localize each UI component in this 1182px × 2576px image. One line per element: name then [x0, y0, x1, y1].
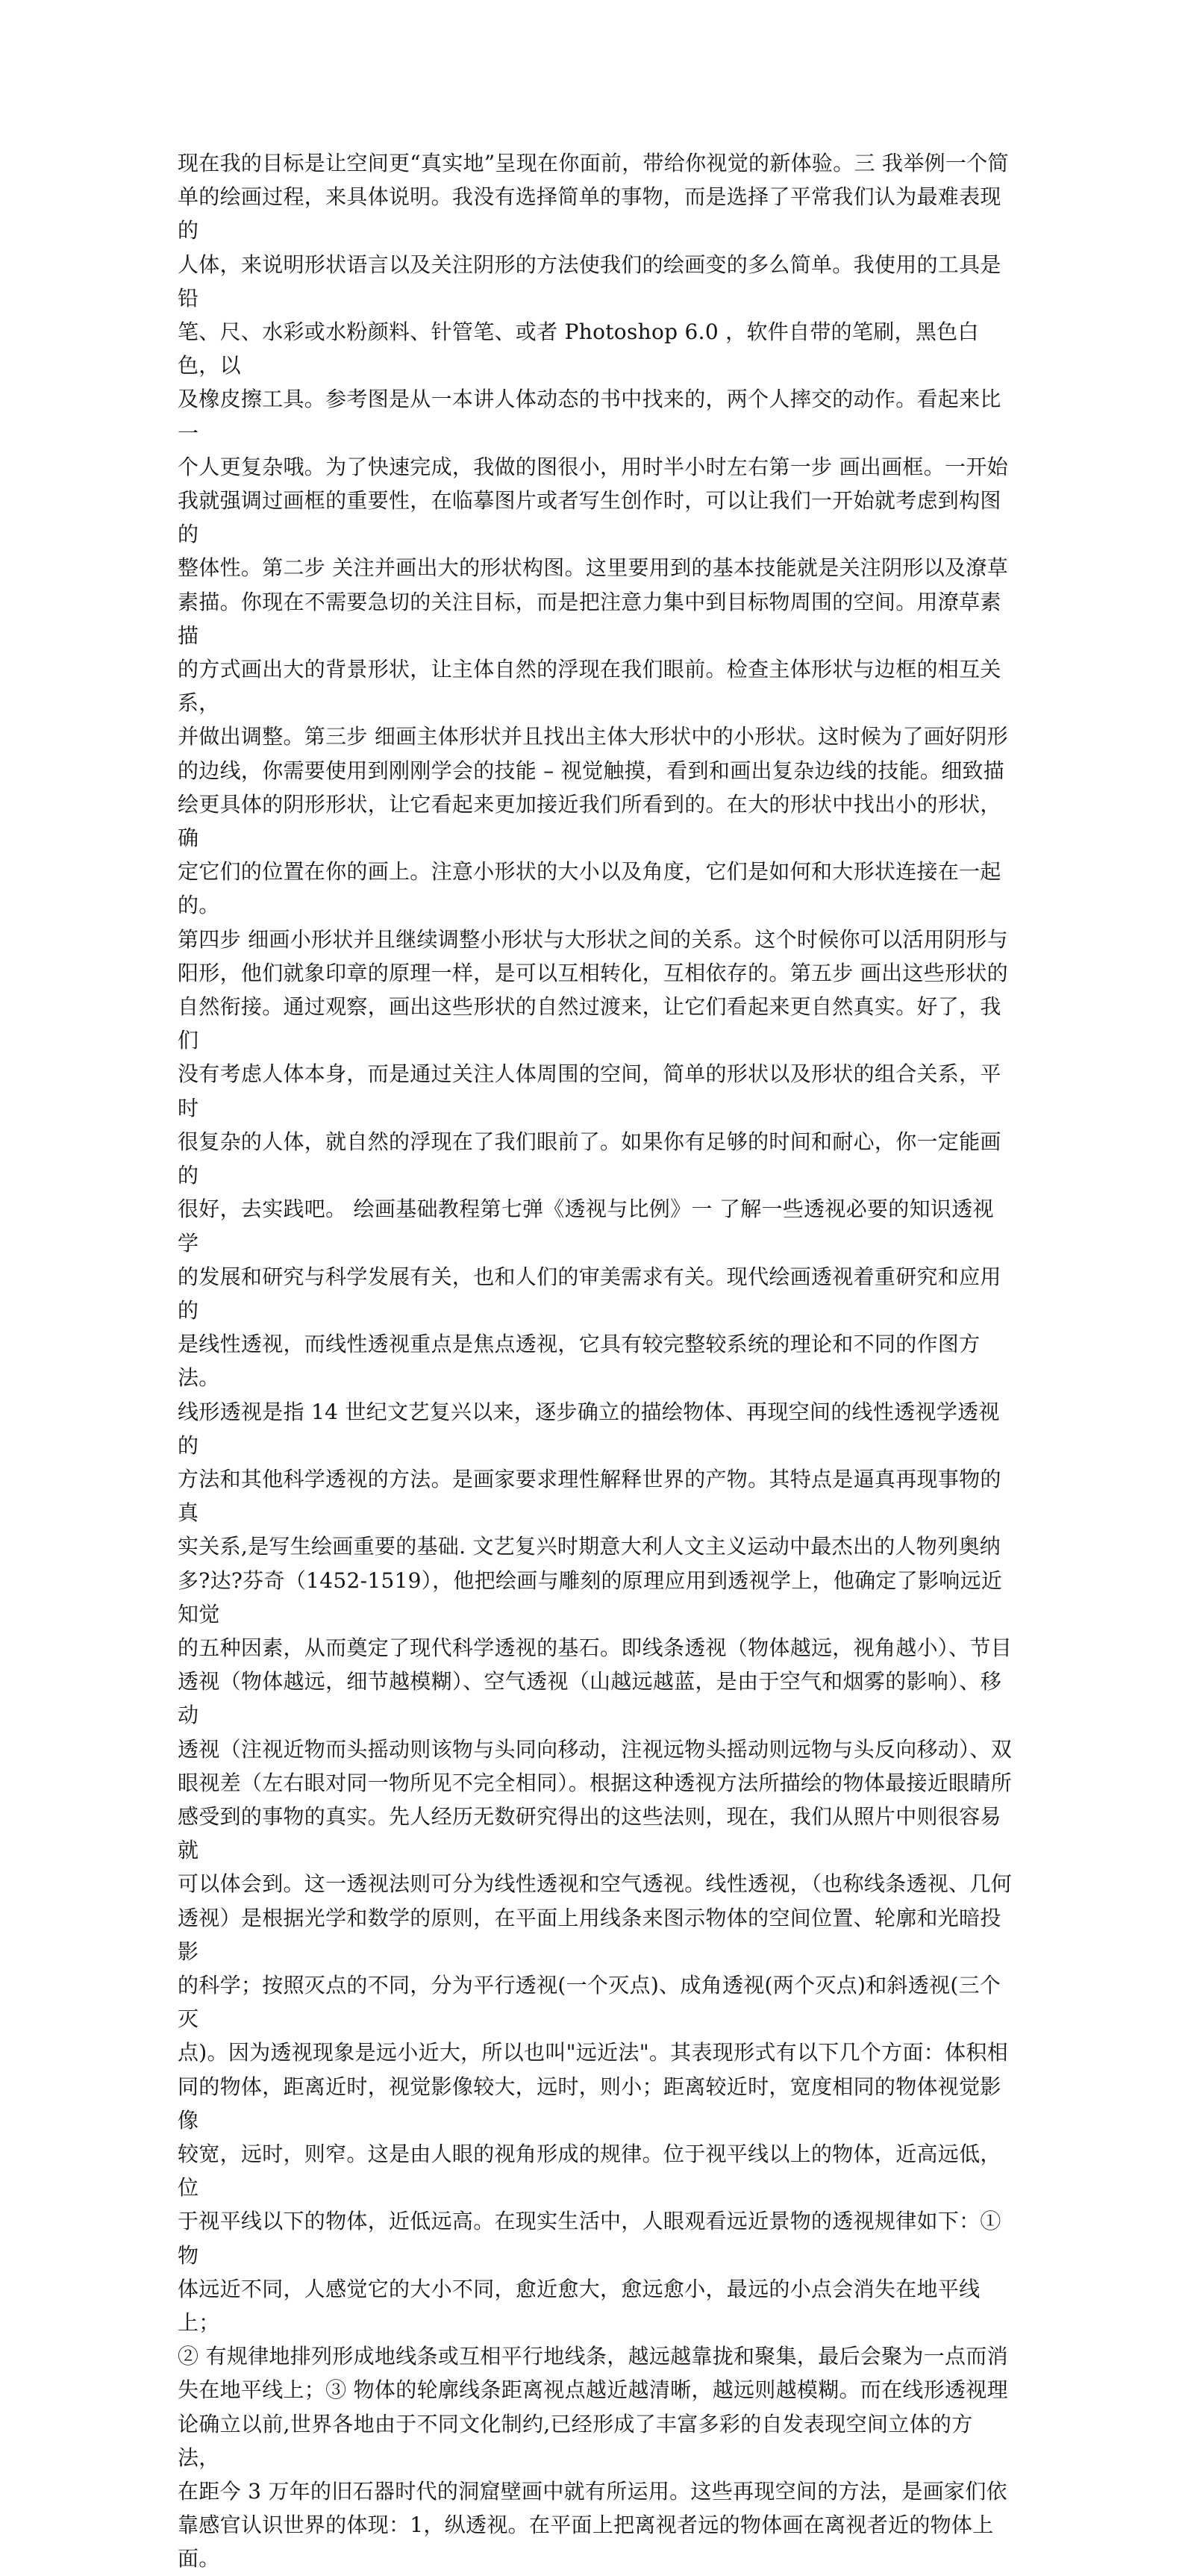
body-text: 现在我的目标是让空间更“真实地”呈现在你面前，带给你视觉的新体验。三 我举例一个简 单的绘画过程，来具体说明。我没有选择简单的事物，而是选择了平常我们认为最难表现的 人体，来说明形状语言以及关注阴形的方法使我们的绘画变的多么简单。我使用的工具是铅 笔、尺、水彩或水粉颜料、针管笔、或者 Photoshop 6.0 ，软件自带的笔刷，黑色白色，以 及橡皮擦工具。参考图是从一本讲人体动态的书中找来的，两个人摔交的动作。看起来比一 个人更复杂哦。为了快速完成，我做的图很小，用时半小时左右第一步 画出画框。一开始 我就强调过画框的重要性，在临摹图片或者写生创作时，可以让我们一开始就考虑到构图的 整体性。第二步 关注并画出大的形状构图。这里要用到的基本技能就是关注阴形以及潦草 素描。你现在不需要急切的关注目标，而是把注意力集中到目标物周围的空间。用潦草素描 的方式画出大的背景形状，让主体自然的浮现在我们眼前。检查主体形状与边框的相互关系， 并做出调整。第三步 细画主体形状并且找出主体大形状中的小形状。这时候为了画好阴形 的边线，你需要使用到刚刚学会的技能 – 视觉触摸，看到和画出复杂边线的技能。细致描 绘更具体的阴形形状，让它看起来更加接近我们所看到的。在大的形状中找出小的形状，确 定它们的位置在你的画上。注意小形状的大小以及角度，它们是如何和大形状连接在一起的。 第四步 细画小形状并且继续调整小形状与大形状之间的关系。这个时候你可以活用阴形与 阳形，他们就象印章的原理一样，是可以互相转化，互相依存的。第五步 画出这些形状的 自然衔接。通过观察，画出这些形状的自然过渡来，让它们看起来更自然真实。好了，我们 没有考虑人体本身，而是通过关注人体周围的空间，简单的形状以及形状的组合关系，平时 很复杂的人体，就自然的浮现在了我们眼前了。如果你有足够的时间和耐心，你一定能画的 很好，去实践吧。 绘画基础教程第七弹《透视与比例》一 了解一些透视必要的知识透视学 的发展和研究与科学发展有关，也和人们的审美需求有关。现代绘画透视着重研究和应用的 是线性透视，而线性透视重点是焦点透视，它具有较完整较系统的理论和不同的作图方法。 线形透视是指 14 世纪文艺复兴以来，逐步确立的描绘物体、再现空间的线性透视学透视的 方法和其他科学透视的方法。是画家要求理性解释世界的产物。其特点是逼真再现事物的真 实关系,是写生绘画重要的基础. 文艺复兴时期意大利人文主义运动中最杰出的人物列奥纳 多?达?芬奇（1452-1519），他把绘画与雕刻的原理应用到透视学上，他确定了影响远近知觉 的五种因素，从而奠定了现代科学透视的基石。即线条透视（物体越远，视角越小）、节目 透视（物体越远，细节越模糊）、空气透视（山越远越蓝，是由于空气和烟雾的影响）、移动 透视（注视近物而头摇动则该物与头同向移动，注视远物头摇动则远物与头反向移动）、双 眼视差（左右眼对同一物所见不完全相同）。根据这种透视方法所描绘的物体最接近眼睛所 感受到的事物的真实。先人经历无数研究得出的这些法则，现在，我们从照片中则很容易就 可以体会到。这一透视法则可分为线性透视和空气透视。线性透视，（也称线条透视、几何 透视）是根据光学和数学的原则，在平面上用线条来图示物体的空间位置、轮廓和光暗投影 的科学；按照灭点的不同，分为平行透视(一个灭点)、成角透视(两个灭点)和斜透视(三个灭 点)。因为透视现象是远小近大，所以也叫"远近法"。其表现形式有以下几个方面：体积相 同的物体，距离近时，视觉影像较大，远时，则小；距离较近时，宽度相同的物体视觉影像 较宽，远时，则窄。这是由人眼的视角形成的规律。位于视平线以上的物体，近高远低，位 于视平线以下的物体，近低远高。在现实生活中，人眼观看远近景物的透视规律如下：① 物 体远近不同，人感觉它的大小不同，愈近愈大，愈远愈小，最远的小点会消失在地平线上； ② 有规律地排列形成地线条或互相平行地线条，越远越靠拢和聚集，最后会聚为一点而消 失在地平线上；③ 物体的轮廓线条距离视点越近越清晰，越远则越模糊。而在线形透视理 论确立以前,世界各地由于不同文化制约,已经形成了丰富多彩的自发表现空间立体的方法， 在距今 3 万年的旧石器时代的洞窟壁画中就有所运用。这些再现空间的方法，是画家们依 靠感官认识世界的体现：1，纵透视。在平面上把离视者远的物体画在离视者近的物体上面。 — [178, 151, 1013, 2572]
